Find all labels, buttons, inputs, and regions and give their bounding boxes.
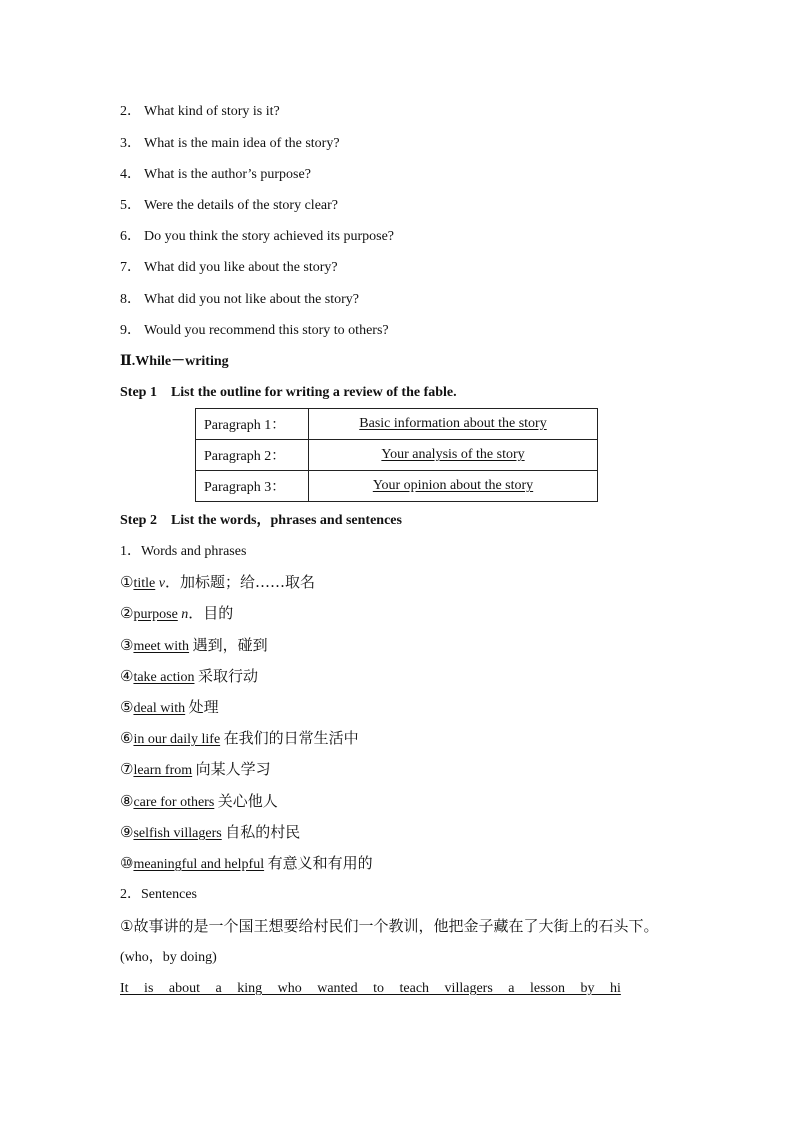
table-row — [196, 471, 598, 502]
table-row — [196, 409, 598, 440]
sentence-hint: (who，by doing) — [120, 950, 217, 965]
list-item: ⑨selfish villagers 自私的村民 — [120, 823, 301, 841]
words-heading: 1．Words and phrases — [120, 544, 247, 559]
sentence-chinese: ①故事讲的是一个国王想要给村民们一个教训，他把金子藏在了大街上的石头下。 — [120, 917, 659, 935]
question-item: 3． What is the main idea of the story? — [120, 136, 340, 151]
list-item: ⑥in our daily life 在我们的日常生活中 — [120, 729, 359, 747]
question-item: 8． What did you not like about the story? — [120, 292, 360, 307]
list-item: ⑤deal with 处理 — [120, 698, 219, 716]
table-row — [196, 440, 598, 471]
question-item: 4． What is the author’s purpose? — [120, 167, 311, 182]
question-item: 7． What did you like about the story? — [120, 260, 338, 275]
sentence-answer: It is about a king who wanted to teach villagers a lesson by hi — [120, 981, 621, 996]
step2-heading: Step 2 List the words，phrases and sentences — [120, 513, 402, 528]
question-item: 9． Would you recommend this story to others? — [120, 323, 389, 338]
outline-value: Your analysis of the story — [309, 440, 598, 471]
list-item: ④take action 采取行动 — [120, 667, 258, 685]
outline-value: Your opinion about the story — [309, 471, 598, 502]
question-item: 6． Do you think the story achieved its purpose? — [120, 229, 395, 244]
outline-label: Paragraph 1： — [196, 409, 309, 440]
question-item: 5． Were the details of the story clear? — [120, 198, 339, 213]
list-item: ⑧care for others 关心他人 — [120, 792, 278, 810]
outline-label: Paragraph 3： — [196, 471, 309, 502]
sentences-heading: 2．Sentences — [120, 887, 197, 902]
question-item: 2． What kind of story is it? — [120, 104, 280, 119]
list-item: ⑩meaningful and helpful 有意义和有用的 — [120, 854, 373, 872]
outline-label: Paragraph 2： — [196, 440, 309, 471]
list-item: ①title v．加标题；给……取名 — [120, 573, 315, 591]
section-heading-while-writing: Ⅱ.While－writing — [120, 354, 229, 369]
outline-value: Basic information about the story — [309, 409, 598, 440]
list-item: ⑦learn from 向某人学习 — [120, 760, 271, 778]
outline-table — [195, 408, 598, 502]
step1-heading: Step 1 List the outline for writing a review of the fable. — [120, 385, 457, 400]
list-item: ②purpose n．目的 — [120, 604, 234, 622]
list-item: ③meet with 遇到，碰到 — [120, 636, 268, 654]
